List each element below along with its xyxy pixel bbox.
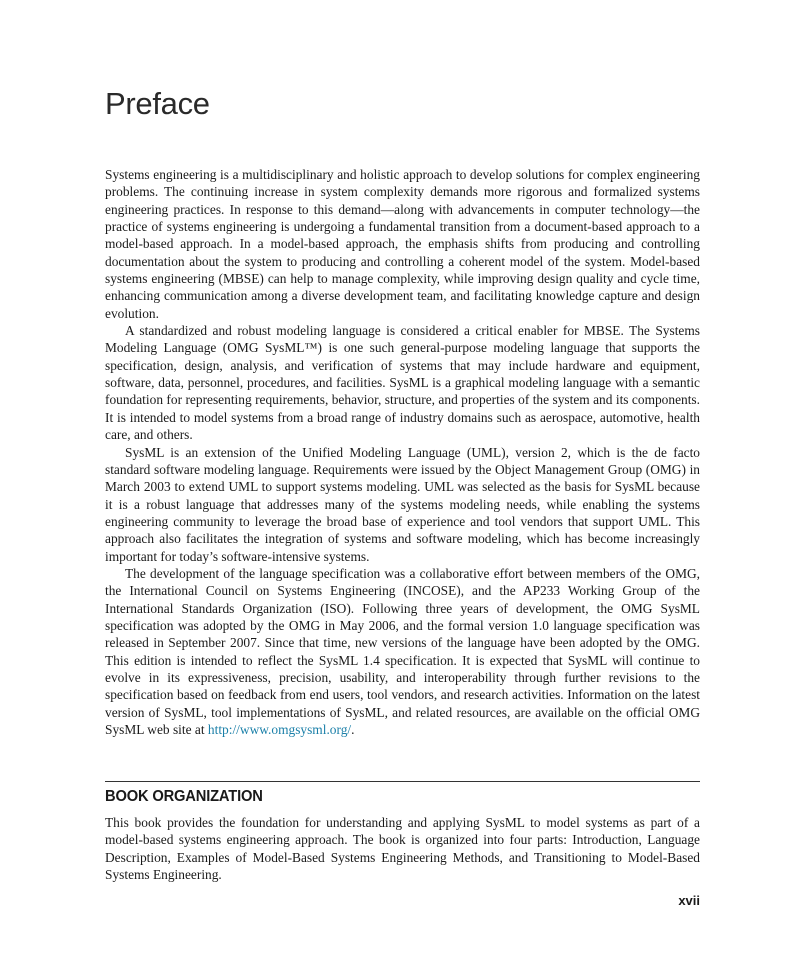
paragraph-4-end: . <box>351 722 355 737</box>
paragraph-3: SysML is an extension of the Unified Modeling Language (UML), version 2, which is the de facto standard software modeling language. Requirements were issued by the Object Management Group (OMG) in March 2003 to extend UML to support systems modeling. UML was selected as the basis for SysML because it is a robust language that addresses many of the systems modeling needs, while enabling the systems engineering community to leverage the broad base of experience and tool vendors that support UML. This approach also facilitates the integration of systems and software modeling, which has become increasingly important for today’s software-intensive systems. <box>105 444 700 564</box>
paragraph-4 <box>105 565 700 738</box>
chapter-title: Preface <box>105 86 210 121</box>
omg-sysml-website-link[interactable]: http://www.omgsysml.org/ <box>207 722 352 737</box>
paragraph-1: Systems engineering is a multidisciplinary and holistic approach to develop solutions for complex engineering problems. The continuing increase in system complexity demands more rigorous and formalized systems engineering practices. In response to this demand—along with advancements in computer technology—the practice of systems engineering is undergoing a fundamental transition from a document-based approach to a model-based approach. In a model-based approach, the emphasis shifts from producing and controlling documentation about the system to producing and controlling a coherent model of the system. Model-based systems engineering (MBSE) can help to manage complexity, while improving design quality and cycle time, enhancing communication among a diverse development team, and facilitating knowledge capture and design evolution. <box>105 167 700 321</box>
paragraph-4-text: The development of the language specification was a collaborative effort between members of the OMG, the International Council on Systems Engineering (INCOSE), and the AP233 Working Group of the International Standards Organization (ISO). Following three years of development, the OMG SysML specification was adopted by the OMG in May 2006, and the formal version 1.0 language specification was released in September 2007. Since that time, new versions of the language have been adopted by the OMG. This edition is intended to reflect the SysML 1.4 specification. It is expected that SysML will continue to evolve in its expressiveness, precision, usability, and interoperability through further revisions to the specification based on feedback from end users, tool vendors, and research activities. Information on the latest version of SysML, tool implementations of SysML, and related resources, are available on the official OMG SysML web site at <box>105 565 700 737</box>
section-divider <box>105 781 700 782</box>
preface-body <box>105 166 700 738</box>
section-paragraph: This book provides the foundation for understanding and applying SysML to model systems as part of a model-based systems engineering approach. The book is organized into four parts: Introduction, Language Description, Examples of Model-Based Systems Engineering Methods, and Transitioning to Model-Based Systems Engineering. <box>105 815 700 883</box>
section-heading: BOOK ORGANIZATION <box>105 788 263 805</box>
paragraph-2: A standardized and robust modeling language is considered a critical enabler for MBSE. The Systems Modeling Language (OMG SysML™) is one such general-purpose modeling language that supports the specification, design, analysis, and verification of systems that may include hardware and equipment, software, data, personnel, procedures, and facilities. SysML is a graphical modeling language with a semantic foundation for representing requirements, behavior, structure, and properties of the system and its components. It is intended to model systems from a broad range of industry domains such as aerospace, automotive, health care, and others. <box>105 323 700 443</box>
page-number: xvii <box>678 893 700 908</box>
